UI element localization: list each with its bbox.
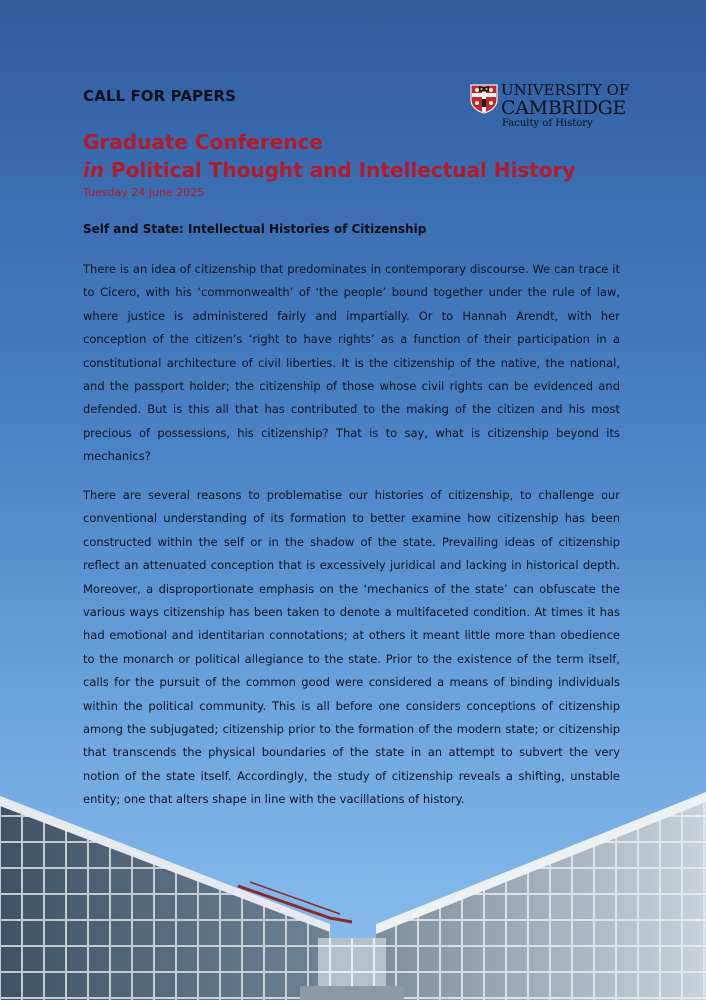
logo-line-faculty: Faculty of History xyxy=(502,118,593,129)
building-photo xyxy=(0,790,706,1000)
conference-title-line2 xyxy=(83,158,575,182)
conference-date: Tuesday 24 June 2025 xyxy=(83,186,205,199)
cambridge-shield-icon xyxy=(470,84,498,114)
title-italic-in: in xyxy=(83,158,105,182)
conference-title-line1: Graduate Conference xyxy=(83,130,323,154)
logo-line-cambridge: CAMBRIDGE xyxy=(501,97,627,119)
title-line2-rest: Political Thought and Intellectual History xyxy=(104,158,576,182)
call-for-papers-label: CALL FOR PAPERS xyxy=(83,87,237,105)
section-subtitle: Self and State: Intellectual Histories of Citizenship xyxy=(83,222,427,236)
logo-line-university-of: UNIVERSITY OF xyxy=(501,81,630,99)
university-logo xyxy=(470,81,630,132)
paragraph-2: There are several reasons to problematise our histories of citizenship, to challenge our conventional understanding of its formation to better examine how citizenship has been constructed within the self or in the shadow of the state. Prevailing ideas of citizenship reflect an attenuated conception that is excessively juridical and lacking in historical depth. Moreover, a disproportionate emphasis on the ‘mechanics of the state’ can obfuscate the various ways citizenship has been taken to denote a multifaceted condition. At times it has had emotional and identitarian connotations; at others it meant little more than obedience to the monarch or political allegiance to the state. Prior to the existence of the term itself, calls for the pursuit of the common good were considered a means of binding individuals within the political community. This is all before one considers conceptions of citizenship among the subjugated; citizenship prior to the formation of the modern state; or citizenship that transcends the physical boundaries of the state in an attempt to subvert the very notion of the state itself. Accordingly, the study of citizenship reveals a shifting, unstable entity; one that alters shape in line with the vacillations of history. xyxy=(83,488,620,807)
paragraph-1: There is an idea of citizenship that predominates in contemporary discourse. We can trace it to Cicero, with his ‘commonwealth’ of ‘the people’ bound together under the rule of law, where justice is administered fairly and impartially. Or to Hannah Arendt, with her conception of the citizen’s ‘right to have rights’ as a function of their participation in a constitutional architecture of civil liberties. It is the citizenship of the native, the national, and the passport holder; the citizenship of those whose civil rights can be evidenced and defended. But is this all that has contributed to the making of the citizen and his most precious of possessions, his citizenship? That is to say, what is citizenship beyond its mechanics? xyxy=(83,262,620,464)
